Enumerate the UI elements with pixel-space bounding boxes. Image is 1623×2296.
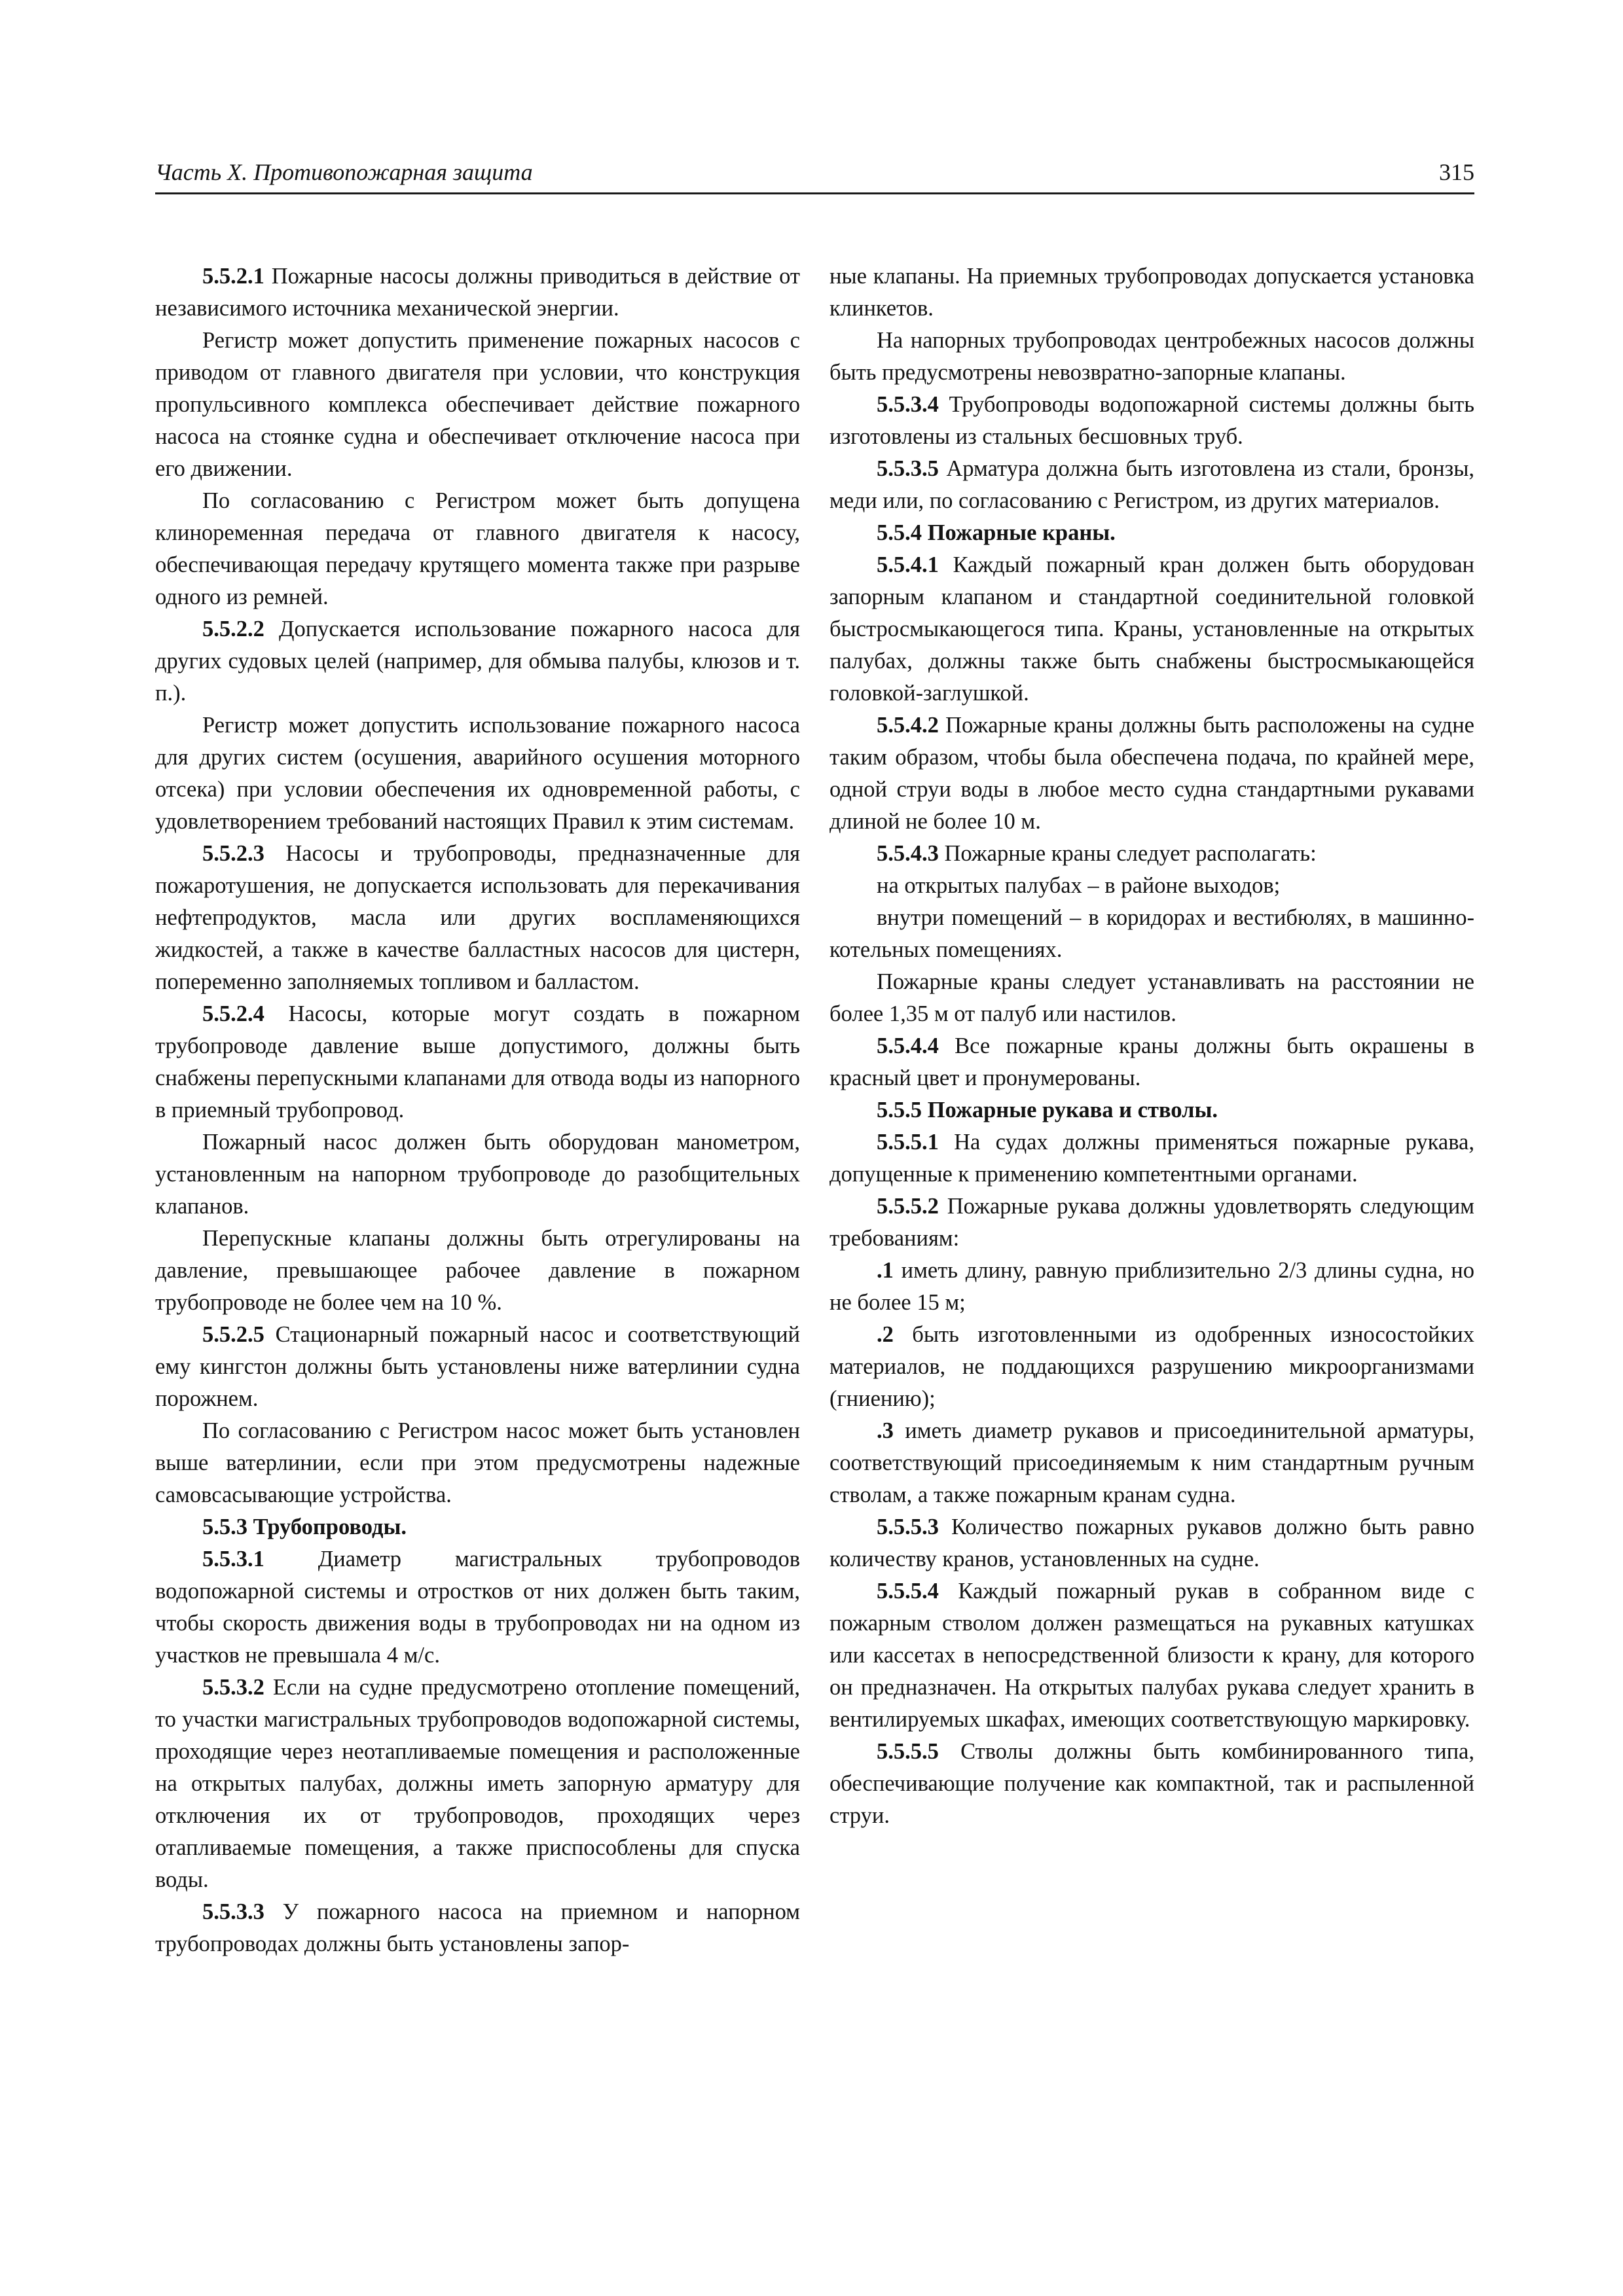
clause-number: 5.5.3.4 [877, 392, 939, 417]
clause-number: .1 [877, 1258, 894, 1283]
paragraph-text: иметь длину, равную приблизительно 2/3 длины судна, но не более 15 м; [830, 1258, 1474, 1315]
paragraph [830, 838, 1474, 870]
clause-number: 5.5.2.3 [202, 841, 264, 866]
clause-number: 5.5.5 Пожарные рукава и стволы. [877, 1098, 1218, 1122]
paragraph [830, 1415, 1474, 1511]
paragraph-text: Насосы, которые могут создать в пожарном трубопроводе давление выше допустимого, должны быть снабжены перепускными клапанами для отвода воды из напорного в приемный трубопровод. [155, 1001, 800, 1122]
header-title: Часть X. Противопожарная защита [155, 159, 533, 185]
paragraph [155, 1223, 800, 1319]
paragraph-text: Перепускные клапаны должны быть отрегулированы на давление, превышающее рабочее давление в пожарном трубопроводе не более чем на 10 %. [155, 1226, 800, 1315]
left-column [155, 260, 800, 1960]
paragraph-text: ные клапаны. На приемных трубопроводах допускается установка клинкетов. [830, 264, 1474, 321]
paragraph-text: Пожарные краны следует располагать: [938, 841, 1317, 866]
paragraph-text: Регистр может допустить применение пожарных насосов с приводом от главного двигателя при условии, что конструкция пропульсивного комплекса обеспечивает действие пожарного насоса на стоянке судна и обеспечивает отключение насоса при его движении. [155, 328, 800, 481]
paragraph-text: Регистр может допустить использование пожарного насоса для других систем (осушения, аварийного осушения моторного отсека) при условии обеспечения их одновременной работы, с удовлетворением требований настоящих Правил к этим системам. [155, 713, 800, 834]
clause-number: 5.5.2.2 [202, 617, 264, 641]
section-heading [155, 1511, 800, 1543]
paragraph [155, 485, 800, 613]
clause-number: .2 [877, 1322, 894, 1347]
paragraph [830, 1575, 1474, 1736]
clause-number: 5.5.5.5 [877, 1739, 939, 1764]
paragraph-text: Стационарный пожарный насос и соответствующий ему кингстон должны быть установлены ниже ватерлинии судна порожнем. [155, 1322, 800, 1411]
paragraph [155, 998, 800, 1126]
paragraph [830, 389, 1474, 453]
paragraph [830, 1736, 1474, 1832]
paragraph-text: Арматура должна быть изготовлена из стали, бронзы, меди или, по согласованию с Регистром, из других материалов. [830, 456, 1474, 513]
clause-number: 5.5.2.1 [202, 264, 264, 289]
clause-number: 5.5.5.3 [877, 1515, 939, 1539]
running-header [155, 152, 1474, 194]
paragraph [155, 709, 800, 838]
clause-number: 5.5.5.2 [877, 1194, 939, 1219]
right-column [830, 260, 1474, 1832]
paragraph-text: На судах должны применяться пожарные рукава, допущенные к применению компетентными органами. [830, 1130, 1474, 1187]
clause-number: .3 [877, 1418, 894, 1443]
section-heading [830, 517, 1474, 549]
paragraph-text: иметь диаметр рукавов и присоединительной арматуры, соответствующий присоединяемым к ним стандартным ручным стволам, а также пожарным кранам судна. [830, 1418, 1474, 1507]
paragraph [830, 902, 1474, 966]
paragraph-text: У пожарного насоса на приемном и напорном трубопроводах должны быть установлены запор- [155, 1899, 800, 1956]
paragraph-text: Количество пожарных рукавов должно быть равно количеству кранов, установленных на судне. [830, 1515, 1474, 1571]
clause-number: 5.5.5.4 [877, 1579, 939, 1604]
paragraph-text: По согласованию с Регистром насос может быть установлен выше ватерлинии, если при этом предусмотрены надежные самовсасывающие устройства. [155, 1418, 800, 1507]
clause-number: 5.5.3.2 [202, 1675, 264, 1700]
clause-number: 5.5.2.4 [202, 1001, 264, 1026]
clause-number: 5.5.2.5 [202, 1322, 264, 1347]
paragraph [830, 709, 1474, 838]
paragraph-text: Пожарные насосы должны приводиться в действие от независимого источника механической энергии. [155, 264, 800, 321]
paragraph [155, 1126, 800, 1223]
clause-number: 5.5.3 Трубопроводы. [202, 1515, 407, 1539]
clause-number: 5.5.3.1 [202, 1547, 264, 1571]
paragraph-text: Пожарные краны должны быть расположены на судне таким образом, чтобы была обеспечена подача, по крайней мере, одной струи воды в любое место судна стандартными рукавами длиной не более 10 м. [830, 713, 1474, 834]
paragraph [155, 1319, 800, 1415]
paragraph-text: Пожарный насос должен быть оборудован манометром, установленным на напорном трубопроводе до разобщительных клапанов. [155, 1130, 800, 1219]
paragraph-text: Стволы должны быть комбинированного типа, обеспечивающие получение как компактной, так и распыленной струи. [830, 1739, 1474, 1828]
paragraph [830, 1126, 1474, 1191]
paragraph-text: Трубопроводы водопожарной системы должны быть изготовлены из стальных бесшовных труб. [830, 392, 1474, 449]
clause-number: 5.5.4.4 [877, 1033, 939, 1058]
clause-number: 5.5.4.3 [877, 841, 939, 866]
paragraph-text: На напорных трубопроводах центробежных насосов должны быть предусмотрены невозвратно-запорные клапаны. [830, 328, 1474, 385]
paragraph-text: Пожарные краны следует устанавливать на расстоянии не более 1,35 м от палуб или настилов. [830, 969, 1474, 1026]
paragraph [155, 838, 800, 998]
paragraph [155, 1672, 800, 1896]
clause-number: 5.5.5.1 [877, 1130, 939, 1155]
paragraph [830, 870, 1474, 902]
paragraph-text: на открытых палубах – в районе выходов; [877, 873, 1281, 898]
paragraph [155, 260, 800, 325]
paragraph [155, 1543, 800, 1672]
clause-number: 5.5.4 Пожарные краны. [877, 520, 1116, 545]
paragraph-text: Каждый пожарный рукав в собранном виде с пожарным стволом должен размещаться на рукавных катушках или кассетах в непосредственной близости к крану, для которого он предназначен. На открытых палубах рукава следует хранить в вентилируемых шкафах, имеющих соответствующую маркировку. [830, 1579, 1474, 1732]
paragraph-text: Допускается использование пожарного насоса для других судовых целей (например, для обмыва палубы, клюзов и т. п.). [155, 617, 800, 706]
paragraph [830, 1511, 1474, 1575]
paragraph [155, 1415, 800, 1511]
paragraph [155, 325, 800, 485]
clause-number: 5.5.3.5 [877, 456, 939, 481]
paragraph-text: Пожарные рукава должны удовлетворять следующим требованиям: [830, 1194, 1474, 1251]
paragraph [830, 1255, 1474, 1319]
paragraph [155, 613, 800, 709]
paragraph [830, 1191, 1474, 1255]
clause-number: 5.5.4.2 [877, 713, 939, 738]
paragraph-text: быть изготовленными из одобренных износостойких материалов, не поддающихся разрушению микроорганизмами (гниению); [830, 1322, 1474, 1411]
clause-number: 5.5.4.1 [877, 552, 939, 577]
clause-number: 5.5.3.3 [202, 1899, 264, 1924]
paragraph [830, 1030, 1474, 1094]
paragraph-text: Насосы и трубопроводы, предназначенные для пожаротушения, не допускается использовать для перекачивания нефтепродуктов, масла или других воспламеняющихся жидкостей, а также в качестве балластных насосов для цистерн, попеременно заполняемых топливом и балластом. [155, 841, 800, 994]
page-number: 315 [1439, 159, 1474, 185]
paragraph-text: Диаметр магистральных трубопроводов водопожарной системы и отростков от них должен быть таким, чтобы скорость движения воды в трубопроводах ни на одном из участков не превышала 4 м/с. [155, 1547, 800, 1668]
paragraph [830, 453, 1474, 517]
paragraph-text: Все пожарные краны должны быть окрашены в красный цвет и пронумерованы. [830, 1033, 1474, 1090]
paragraph-text: внутри помещений – в коридорах и вестибюлях, в машинно-котельных помещениях. [830, 905, 1474, 962]
paragraph-text: Если на судне предусмотрено отопление помещений, то участки магистральных трубопроводов водопожарной системы, проходящие через неотапливаемые помещения и расположенные на открытых палубах, должны иметь запорную арматуру для отключения их от трубопроводов, проходящих через отапливаемые помещения, а также приспособлены для спуска воды. [155, 1675, 800, 1892]
paragraph-text: По согласованию с Регистром может быть допущена клиноременная передача от главного двигателя к насосу, обеспечивающая передачу крутящего момента также при разрыве одного из ремней. [155, 488, 800, 609]
paragraph [155, 1896, 800, 1960]
paragraph [830, 549, 1474, 709]
paragraph-text: Каждый пожарный кран должен быть оборудован запорным клапаном и стандартной соединительной головкой быстросмыкающегося типа. Краны, установленные на открытых палубах, должны также быть снабжены быстросмыкающейся головкой-заглушкой. [830, 552, 1474, 706]
paragraph [830, 966, 1474, 1030]
paragraph [830, 1319, 1474, 1415]
section-heading [830, 1094, 1474, 1126]
paragraph [830, 260, 1474, 325]
paragraph [830, 325, 1474, 389]
